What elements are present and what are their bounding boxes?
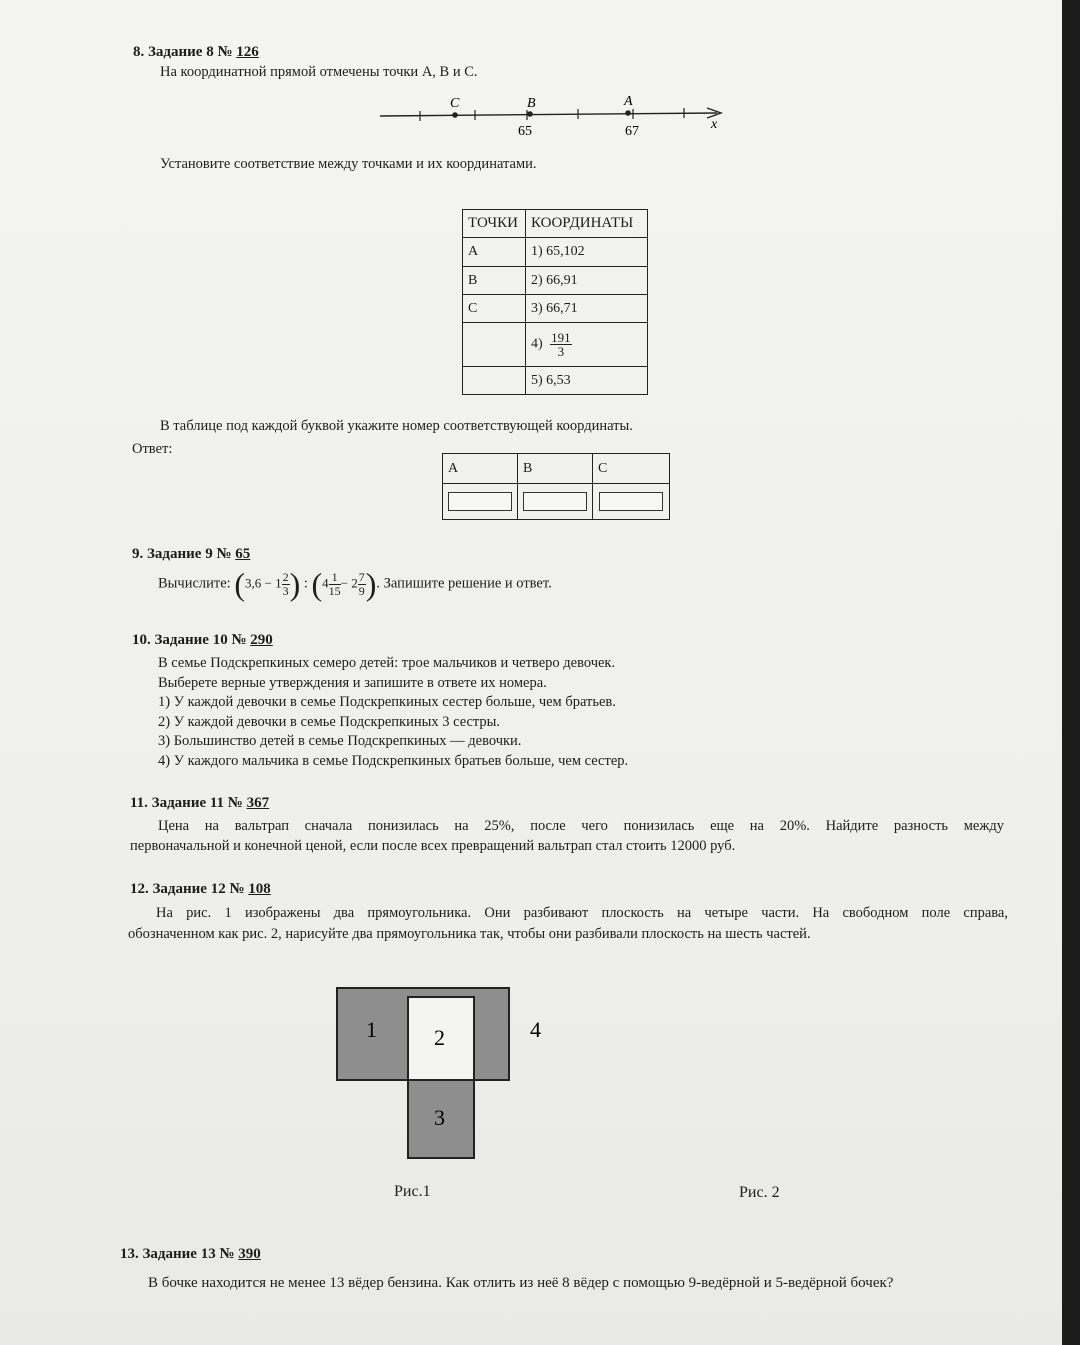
answer-input-b[interactable] <box>523 492 587 511</box>
task10-option-2: 2) У каждой девочки в семье Подскрепкиных 3 сестры. <box>158 713 501 730</box>
answer-input-c[interactable] <box>599 492 663 511</box>
header-coords: КООРДИНАТЫ <box>526 210 648 238</box>
coord-option-4 <box>526 323 648 367</box>
task11-number-link[interactable]: 367 <box>246 795 270 811</box>
fraction-denominator: 3 <box>557 344 565 359</box>
answer-hint: В таблице под каждой буквой укажите номер соответствующей координаты. <box>160 418 633 434</box>
expr-minus: − 2 <box>340 575 358 591</box>
paren-open-1: ( <box>234 566 245 602</box>
task8-instruction: Установите соответствие между точками и их координатами. <box>160 156 537 172</box>
task8-heading <box>133 44 259 61</box>
coord-option-2: 2) 66,91 <box>526 267 648 295</box>
row-empty-2 <box>463 367 526 395</box>
task10-body <box>158 654 628 771</box>
task10-label: 10. Задание 10 № <box>132 632 247 648</box>
task11-heading <box>130 795 269 812</box>
task13-text: В бочке находится не менее 13 вёдер бензина. Как отлить из неё 8 вёдер с помощью 9-ведёрной и 5-ведёрной бочек? <box>148 1275 894 1291</box>
row-point-a: A <box>463 238 526 267</box>
task9-heading <box>132 546 250 563</box>
point-a-label: A <box>624 94 633 109</box>
coord-option-5: 5) 6,53 <box>526 367 648 395</box>
task10-heading <box>132 632 273 649</box>
expr-f1-num: 2 <box>282 569 289 584</box>
expr-f3-den: 9 <box>358 583 365 598</box>
task8-label: 8. Задание 8 № <box>133 44 233 60</box>
expr-term-b: 4 <box>322 575 329 591</box>
tick-label-65: 65 <box>518 124 532 139</box>
task11-line-1: Цена на вальтрап сначала понизилась на 25%, после чего понизилась еще на 20%. Найдите разность между <box>158 818 1004 834</box>
task11-line-2: первоначальной и конечной ценой, если после всех превращений вальтрап стал стоить 12000 руб. <box>130 838 736 854</box>
answer-col-c: C <box>593 454 670 484</box>
matching-table <box>462 209 648 395</box>
expr-fraction-2 <box>329 571 341 598</box>
axis-label-x: x <box>711 117 718 132</box>
point-c-label: C <box>450 96 460 111</box>
point-c-dot <box>452 112 458 118</box>
expr-term-a: 3,6 − 1 <box>244 575 282 591</box>
region-label-1: 1 <box>366 1017 377 1042</box>
task13-number-link[interactable]: 390 <box>238 1246 261 1262</box>
paren-close-1: ) <box>289 566 301 602</box>
task9-expression-line <box>158 566 552 602</box>
region-label-3: 3 <box>434 1105 445 1130</box>
row-point-c: C <box>463 295 526 323</box>
row-point-b: B <box>463 267 526 295</box>
answer-col-a: A <box>443 454 518 484</box>
figure-1-caption: Рис.1 <box>394 1183 431 1200</box>
expr-fraction-1 <box>282 571 290 598</box>
task12-line-2: обозначенном как рис. 2, нарисуйте два прямоугольника так, чтобы они разбивали плоскость на шесть частей. <box>128 926 811 942</box>
task13-heading <box>120 1246 261 1263</box>
fraction-numerator: 191 <box>551 330 571 345</box>
point-b-dot <box>527 111 533 117</box>
paren-close-2: ) <box>365 566 377 602</box>
coord-option-4-label: 4) <box>531 336 543 352</box>
task8-number-link[interactable]: 126 <box>236 44 259 60</box>
region-label-2: 2 <box>434 1025 445 1050</box>
figure-1-rectangles <box>334 985 554 1165</box>
task10-option-4: 4) У каждого мальчика в семье Подскрепкиных братьев больше, чем сестер. <box>158 752 629 769</box>
task12-heading <box>130 881 271 898</box>
task12-number-link[interactable]: 108 <box>248 881 271 897</box>
coord-option-4-fraction <box>550 331 572 358</box>
answer-table <box>442 453 670 520</box>
tick-label-67: 67 <box>625 124 639 139</box>
row-empty-1 <box>463 323 526 367</box>
point-b-label: B <box>527 96 536 111</box>
region-label-4: 4 <box>530 1017 541 1042</box>
task10-option-3: 3) Большинство детей в семье Подскрепкиных — девочки. <box>158 733 522 749</box>
task13-label: 13. Задание 13 № <box>120 1246 235 1262</box>
task9-prefix: Вычислите: <box>158 575 231 592</box>
coordinate-line <box>375 90 735 140</box>
task12-line-1: На рис. 1 изображены два прямоугольника. Они разбивают плоскость на четыре части. На свободном поле справа, <box>156 905 1008 921</box>
expr-f2-num: 1 <box>329 571 341 585</box>
header-points: ТОЧКИ <box>463 210 526 238</box>
figure-2-drawing-area[interactable] <box>650 960 1030 1180</box>
task10-number-link[interactable]: 290 <box>250 632 273 648</box>
task11-label: 11. Задание 11 № <box>130 795 243 811</box>
answer-label: Ответ: <box>132 441 173 457</box>
expr-f3-num: 7 <box>358 569 365 584</box>
paren-open-2: ( <box>311 566 323 602</box>
expr-fraction-3 <box>358 571 366 598</box>
answer-input-a[interactable] <box>448 492 512 511</box>
task9-label: 9. Задание 9 № <box>132 546 232 562</box>
task9-number-link[interactable]: 65 <box>235 546 251 562</box>
expr-f1-den: 3 <box>282 583 289 598</box>
task10-line-1: В семье Подскрепкиных семеро детей: трое мальчиков и четверо девочек. <box>158 655 616 671</box>
task8-statement: На координатной прямой отмечены точки A, B и C. <box>160 64 478 80</box>
expr-colon: : <box>303 575 308 592</box>
point-a-dot <box>625 110 631 116</box>
coord-option-3: 3) 66,71 <box>526 295 648 323</box>
answer-col-b: B <box>518 454 593 484</box>
expr-f2-den: 15 <box>328 583 341 598</box>
task9-suffix: . Запишите решение и ответ. <box>376 575 552 592</box>
coord-option-1: 1) 65,102 <box>526 238 648 267</box>
figure-2-caption: Рис. 2 <box>739 1184 780 1201</box>
task12-label: 12. Задание 12 № <box>130 881 245 897</box>
task10-line-2: Выберете верные утверждения и запишите в ответе их номера. <box>158 674 547 691</box>
task10-option-1: 1) У каждой девочки в семье Подскрепкиных сестер больше, чем братьев. <box>158 694 616 710</box>
